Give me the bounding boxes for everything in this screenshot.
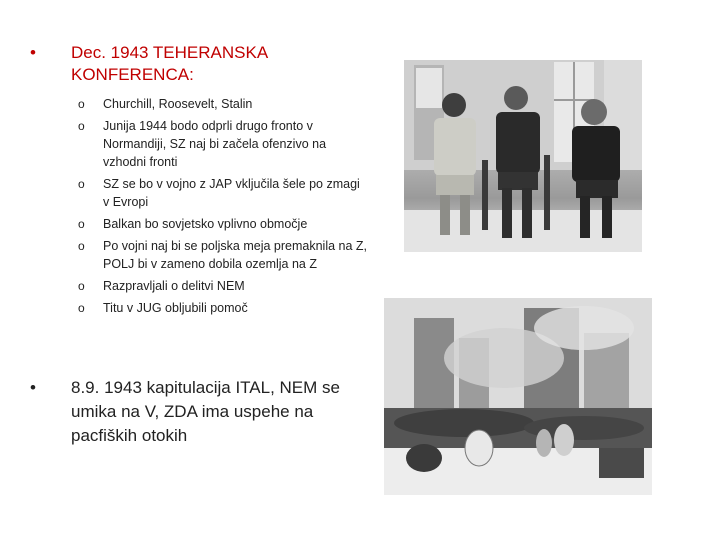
sub-item-text: Junija 1944 bodo odprli drugo fronto v Normandiji, SZ naj bi začela ofenzivo na vzhodni fronti xyxy=(103,119,327,169)
list-item xyxy=(78,277,368,295)
heading-bullet-text: Dec. 1943 TEHERANSKA KONFERENCA: xyxy=(71,43,268,84)
tehran-conference-photo xyxy=(404,60,642,252)
sub-item-list xyxy=(78,95,368,321)
sub-item-text: Po vojni naj bi se poljska meja premaknila na Z, POLJ bi v zameno dobila ozemlja na Z xyxy=(103,239,368,271)
tehran-conference-image xyxy=(404,60,642,252)
sub-item-text: Razpravljali o delitvi NEM xyxy=(103,279,245,293)
sub-item-text: Titu v JUG obljubili pomoč xyxy=(103,301,248,315)
war-scene-photo xyxy=(384,298,652,495)
list-item xyxy=(78,117,368,171)
list-item xyxy=(78,237,368,273)
list-item xyxy=(78,215,368,233)
sub-bullet-marker: o xyxy=(78,119,85,133)
bullet-marker: • xyxy=(30,378,36,397)
sub-item-text: Balkan bo sovjetsko vplivno območje xyxy=(103,217,308,231)
bullet-marker: • xyxy=(30,43,36,62)
list-item xyxy=(78,299,368,317)
sub-bullet-marker: o xyxy=(78,217,85,231)
sub-bullet-marker: o xyxy=(78,177,85,191)
sub-bullet-marker: o xyxy=(78,301,85,315)
sub-item-text: Churchill, Roosevelt, Stalin xyxy=(103,97,253,111)
sub-bullet-marker: o xyxy=(78,279,85,293)
list-item xyxy=(78,95,368,113)
sub-bullet-marker: o xyxy=(78,97,85,111)
second-bullet-text: 8.9. 1943 kapitulacija ITAL, NEM se umika na V, ZDA ima uspehe na pacfiških otokih xyxy=(71,378,340,445)
war-scene-image xyxy=(384,298,652,495)
sub-item-text: SZ se bo v vojno z JAP vključila šele po zmagi v Evropi xyxy=(103,177,360,209)
second-bullet xyxy=(30,376,350,448)
heading-bullet xyxy=(30,42,360,86)
sub-bullet-marker: o xyxy=(78,239,85,253)
list-item xyxy=(78,175,368,211)
